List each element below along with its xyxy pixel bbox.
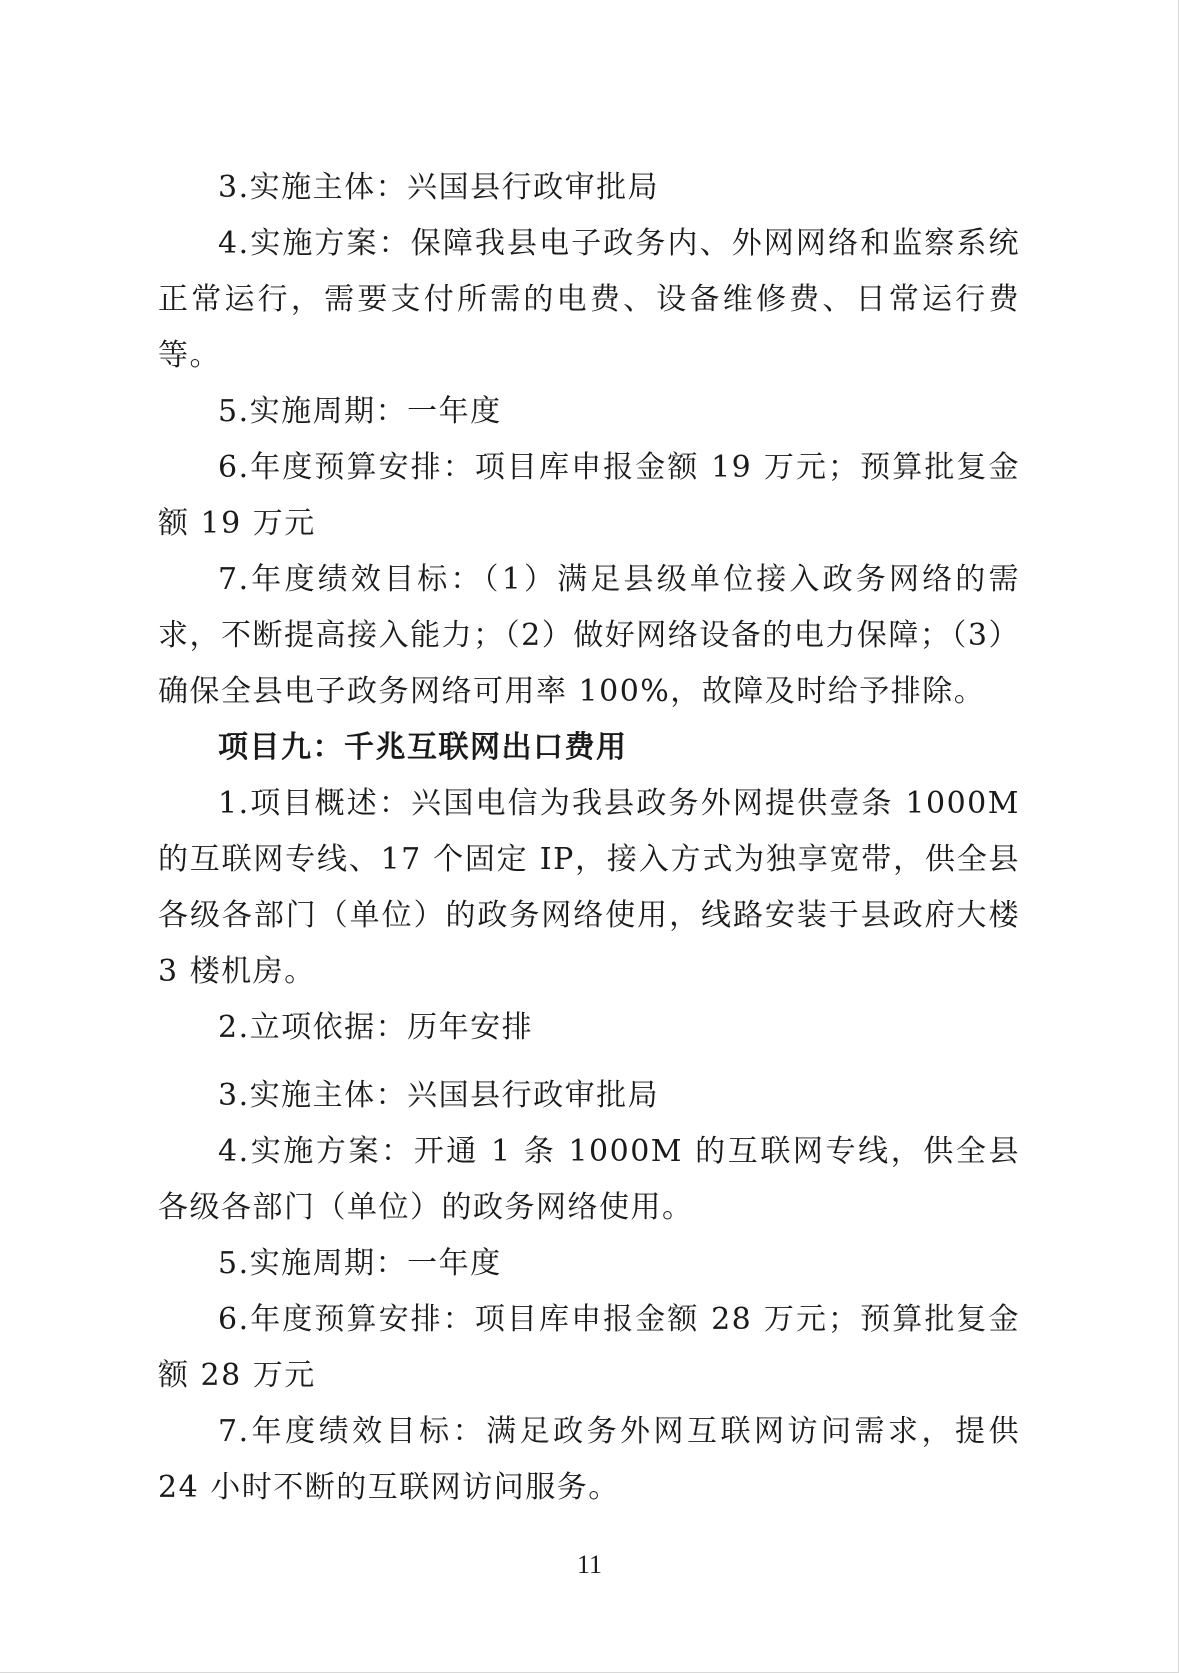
paragraph-implementing-body: 3.实施主体：兴国县行政审批局 (218, 170, 660, 205)
paragraph-annual-budget: 6.年度预算安排：项目库申报金额 19 万元；预算批复金额 19 万元 (158, 450, 1020, 541)
paragraph-implementation-plan-2: 4.实施方案：开通 1 条 1000M 的互联网专线，供全县各级各部门（单位）的政务网络使用。 (158, 1134, 1020, 1225)
page-number: 11 (576, 1550, 603, 1579)
paragraph-performance-goals: 7.年度绩效目标：（1）满足县级单位接入政务网络的需求，不断提高接入能力；（2）做好网络设备的电力保障；（3）确保全县电子政务网络可用率 100%，故障及时给予排除。 (158, 562, 1020, 709)
document-body (158, 160, 1020, 1516)
paragraph-annual-budget-2: 6.年度预算安排：项目库申报金额 28 万元；预算批复金额 28 万元 (158, 1302, 1020, 1393)
paragraph-project-basis: 2.立项依据：历年安排 (218, 1010, 534, 1045)
paragraph-implementing-body-2: 3.实施主体：兴国县行政审批局 (218, 1078, 660, 1113)
paragraph-implementation-period: 5.实施周期：一年度 (218, 394, 502, 429)
paragraph-performance-goals-2: 7.年度绩效目标：满足政务外网互联网访问需求，提供 24 小时不断的互联网访问服务。 (158, 1414, 1020, 1505)
paragraph-implementation-period-2: 5.实施周期：一年度 (218, 1246, 502, 1281)
paragraph-implementation-plan: 4.实施方案：保障我县电子政务内、外网网络和监察系统正常运行，需要支付所需的电费、设备维修费、日常运行费等。 (158, 226, 1020, 373)
project-nine-heading: 项目九：千兆互联网出口费用 (218, 730, 628, 765)
paragraph-project-overview: 1.项目概述：兴国电信为我县政务外网提供壹条 1000M 的互联网专线、17 个固定 IP，接入方式为独享宽带，供全县各级各部门（单位）的政务网络使用，线路安装于县政府大楼 3 楼机房。 (158, 786, 1020, 989)
